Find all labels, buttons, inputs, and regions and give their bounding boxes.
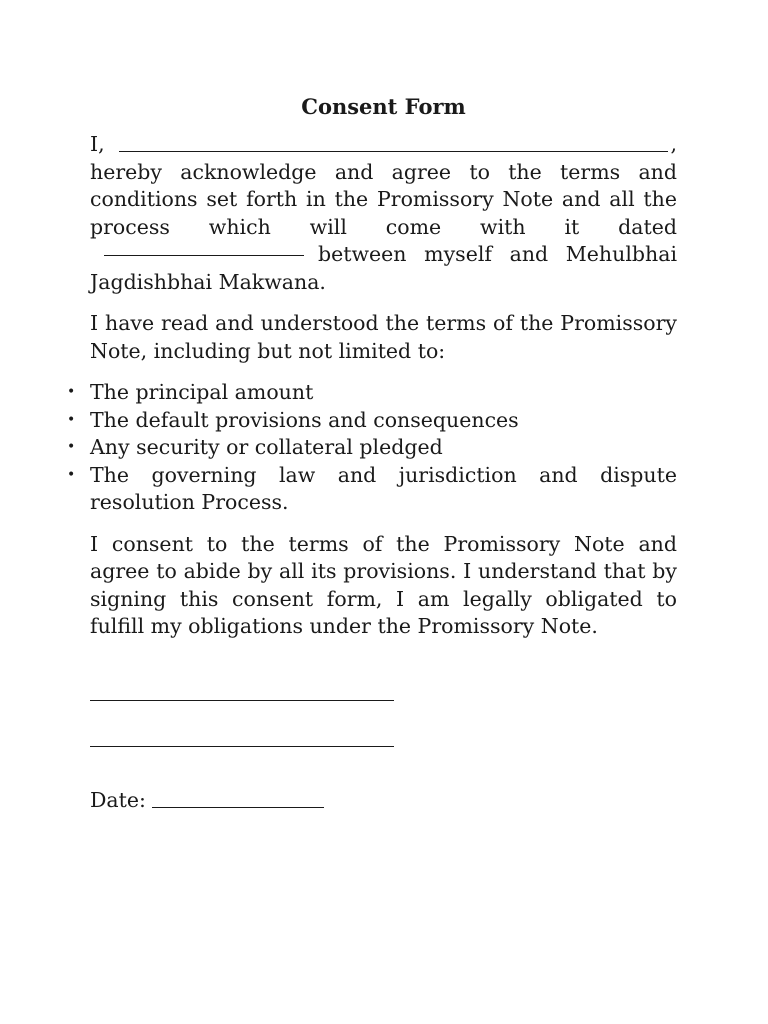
list-item (67, 407, 677, 435)
terms-paragraph: I have read and understood the terms of the Promissory Note, including but not limited to: (90, 311, 677, 363)
document-title: Consent Form (301, 94, 466, 119)
list-item-text: The principal amount (90, 380, 314, 404)
bullet-icon: • (67, 439, 76, 455)
intro-text-main: hereby acknowledge and agree to the terms and conditions set forth in the Promissory Note and all the process which will come with it dated (90, 159, 677, 239)
date-field-line[interactable] (152, 806, 324, 808)
consent-paragraph: I consent to the terms of the Promissory Note and agree to abide by all its provisions. I understand that by signing this consent form, I am legally obligated to fulfill my obligations under the Promissory Note. (90, 531, 677, 638)
signature-line-2[interactable] (90, 745, 394, 747)
list-item (67, 434, 677, 462)
bullet-icon: • (67, 466, 76, 483)
date-label: Date: (90, 787, 146, 812)
list-item-text: The governing law and jurisdiction and dispute resolution Process. (90, 462, 677, 514)
list-item-text: Any security or collateral pledged (90, 435, 443, 459)
name-blank-line[interactable] (119, 150, 669, 152)
intro-paragraph (90, 131, 677, 296)
name-suffix: , (670, 132, 677, 156)
intro-text (90, 159, 677, 297)
date-row (90, 787, 677, 815)
signature-area (90, 699, 677, 815)
date-blank-line[interactable] (104, 254, 304, 256)
consent-form-page (67, 90, 677, 814)
bullet-icon: • (67, 411, 76, 428)
signature-line-1[interactable] (90, 699, 394, 701)
intro-text-after-date: between myself and Mehulbhai Jagdishbhai Makwana. (90, 242, 677, 294)
bullet-icon: • (67, 384, 76, 400)
terms-list (67, 379, 677, 517)
list-item (67, 379, 677, 407)
list-item-text: The default provisions and consequences (90, 407, 519, 432)
name-line (90, 131, 677, 159)
list-item (67, 462, 677, 517)
name-prefix: I, (90, 132, 105, 156)
